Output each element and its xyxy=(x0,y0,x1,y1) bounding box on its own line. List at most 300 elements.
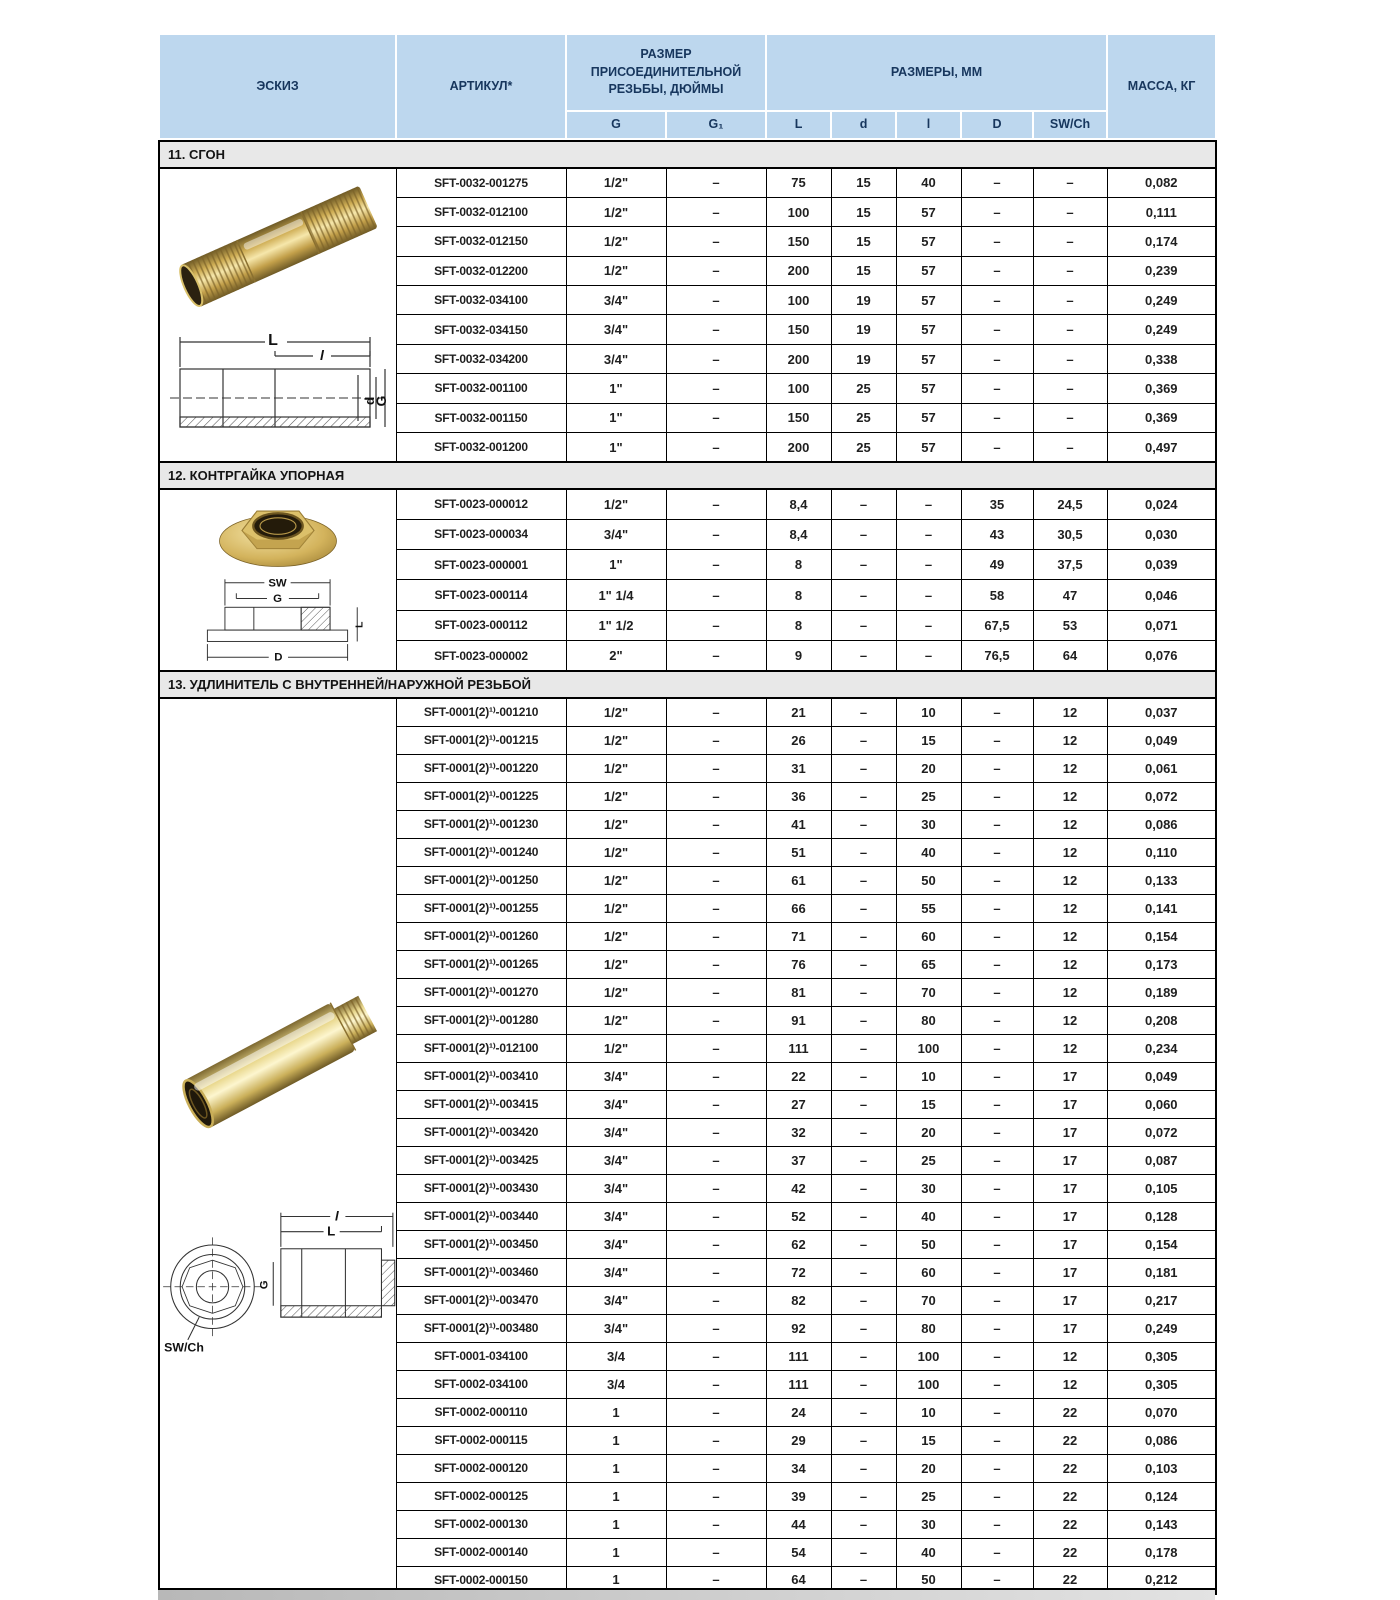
value-cell: – xyxy=(1033,315,1107,344)
value-cell: – xyxy=(666,894,766,922)
value-cell: 70 xyxy=(896,978,961,1006)
value-cell: 31 xyxy=(766,754,831,782)
article-cell: SFT-0032-001200 xyxy=(396,433,566,462)
value-cell: 0,154 xyxy=(1107,922,1216,950)
value-cell: 57 xyxy=(896,256,961,285)
article-cell: SFT-0032-034150 xyxy=(396,315,566,344)
value-cell: 12 xyxy=(1033,782,1107,810)
dim-label-thread-length: l xyxy=(320,347,325,363)
product-photo-locknut xyxy=(203,494,353,570)
article-cell: SFT-0001(2)¹⁾-003440 xyxy=(396,1202,566,1230)
value-cell: 0,141 xyxy=(1107,894,1216,922)
article-cell: SFT-0032-034100 xyxy=(396,286,566,315)
value-cell: 12 xyxy=(1033,950,1107,978)
value-cell: – xyxy=(961,344,1033,373)
value-cell: – xyxy=(666,403,766,432)
value-cell: – xyxy=(831,1342,896,1370)
col-header-D: D xyxy=(961,111,1033,139)
value-cell: 32 xyxy=(766,1118,831,1146)
value-cell: 0,076 xyxy=(1107,641,1216,671)
value-cell: 82 xyxy=(766,1286,831,1314)
value-cell: 17 xyxy=(1033,1230,1107,1258)
value-cell: 25 xyxy=(896,1482,961,1510)
value-cell: 26 xyxy=(766,726,831,754)
value-cell: 76,5 xyxy=(961,641,1033,671)
value-cell: 75 xyxy=(766,168,831,197)
value-cell: 55 xyxy=(896,894,961,922)
value-cell: – xyxy=(831,922,896,950)
article-cell: SFT-0001(2)¹⁾-001260 xyxy=(396,922,566,950)
value-cell: 71 xyxy=(766,922,831,950)
value-cell: 150 xyxy=(766,227,831,256)
value-cell: 0,111 xyxy=(1107,197,1216,226)
value-cell: 30 xyxy=(896,1174,961,1202)
article-cell: SFT-0002-000130 xyxy=(396,1510,566,1538)
value-cell: 111 xyxy=(766,1342,831,1370)
value-cell: 200 xyxy=(766,256,831,285)
article-cell: SFT-0032-012150 xyxy=(396,227,566,256)
value-cell: 42 xyxy=(766,1174,831,1202)
value-cell: – xyxy=(896,489,961,519)
article-cell: SFT-0002-000115 xyxy=(396,1426,566,1454)
col-header-l: l xyxy=(896,111,961,139)
product-photo-barrel-nipple xyxy=(167,173,389,321)
value-cell: 15 xyxy=(896,1426,961,1454)
value-cell: 41 xyxy=(766,810,831,838)
value-cell: 0,154 xyxy=(1107,1230,1216,1258)
article-cell: SFT-0001(2)¹⁾-003480 xyxy=(396,1314,566,1342)
value-cell: 22 xyxy=(1033,1398,1107,1426)
value-cell: 1 xyxy=(566,1510,666,1538)
technical-drawing-locknut xyxy=(185,574,370,666)
dim-label-height: L xyxy=(353,621,366,629)
value-cell: 40 xyxy=(896,1202,961,1230)
value-cell: 17 xyxy=(1033,1286,1107,1314)
value-cell: 3/4" xyxy=(566,1090,666,1118)
value-cell: 0,070 xyxy=(1107,1398,1216,1426)
value-cell: 8 xyxy=(766,550,831,580)
value-cell: – xyxy=(961,726,1033,754)
value-cell: – xyxy=(961,698,1033,726)
value-cell: 80 xyxy=(896,1314,961,1342)
value-cell: – xyxy=(831,1482,896,1510)
value-cell: 15 xyxy=(831,227,896,256)
value-cell: 9 xyxy=(766,641,831,671)
value-cell: – xyxy=(831,754,896,782)
value-cell: – xyxy=(831,1118,896,1146)
value-cell: 1" 1/2 xyxy=(566,610,666,640)
value-cell: 1/2" xyxy=(566,838,666,866)
value-cell: – xyxy=(666,754,766,782)
article-cell: SFT-0001(2)¹⁾-003470 xyxy=(396,1286,566,1314)
value-cell: 0,086 xyxy=(1107,1426,1216,1454)
value-cell: 17 xyxy=(1033,1174,1107,1202)
value-cell: – xyxy=(961,1230,1033,1258)
value-cell: – xyxy=(666,550,766,580)
value-cell: 20 xyxy=(896,754,961,782)
value-cell: 0,338 xyxy=(1107,344,1216,373)
value-cell: 200 xyxy=(766,344,831,373)
value-cell: – xyxy=(666,433,766,462)
value-cell: – xyxy=(961,810,1033,838)
article-cell: SFT-0001(2)¹⁾-001255 xyxy=(396,894,566,922)
value-cell: – xyxy=(831,1062,896,1090)
value-cell: – xyxy=(666,1118,766,1146)
value-cell: – xyxy=(831,1566,896,1594)
value-cell: 0,030 xyxy=(1107,519,1216,549)
value-cell: – xyxy=(961,286,1033,315)
value-cell: 58 xyxy=(961,580,1033,610)
article-cell: SFT-0002-000140 xyxy=(396,1538,566,1566)
value-cell: – xyxy=(961,433,1033,462)
value-cell: – xyxy=(666,227,766,256)
col-header-sw: SW/Ch xyxy=(1033,111,1107,139)
value-cell: 0,046 xyxy=(1107,580,1216,610)
value-cell: 0,037 xyxy=(1107,698,1216,726)
value-cell: 8 xyxy=(766,580,831,610)
value-cell: 0,234 xyxy=(1107,1034,1216,1062)
value-cell: 54 xyxy=(766,1538,831,1566)
value-cell: – xyxy=(831,866,896,894)
value-cell: 44 xyxy=(766,1510,831,1538)
value-cell: 17 xyxy=(1033,1118,1107,1146)
dim-label-thread: G xyxy=(373,395,390,407)
article-cell: SFT-0023-000001 xyxy=(396,550,566,580)
value-cell: 12 xyxy=(1033,1370,1107,1398)
table-row xyxy=(159,168,1216,197)
value-cell: 1/2" xyxy=(566,1034,666,1062)
article-cell: SFT-0001(2)¹⁾-003415 xyxy=(396,1090,566,1118)
value-cell: 47 xyxy=(1033,580,1107,610)
value-cell: – xyxy=(666,1202,766,1230)
value-cell: 40 xyxy=(896,1538,961,1566)
value-cell: – xyxy=(961,403,1033,432)
value-cell: 1 xyxy=(566,1566,666,1594)
value-cell: 0,369 xyxy=(1107,374,1216,403)
value-cell: 12 xyxy=(1033,894,1107,922)
value-cell: 17 xyxy=(1033,1090,1107,1118)
next-section-cutoff xyxy=(158,1588,1215,1600)
value-cell: 57 xyxy=(896,433,961,462)
col-header-g1: G₁ xyxy=(666,111,766,139)
technical-drawing-extension xyxy=(159,1207,396,1357)
value-cell: – xyxy=(666,1174,766,1202)
value-cell: 29 xyxy=(766,1426,831,1454)
article-cell: SFT-0001(2)¹⁾-001220 xyxy=(396,754,566,782)
value-cell: 0,061 xyxy=(1107,754,1216,782)
value-cell: – xyxy=(961,1314,1033,1342)
value-cell: 20 xyxy=(896,1454,961,1482)
dim-label-thread-length: l xyxy=(334,1208,339,1224)
value-cell: 150 xyxy=(766,315,831,344)
article-cell: SFT-0002-000110 xyxy=(396,1398,566,1426)
article-cell: SFT-0001-034100 xyxy=(396,1342,566,1370)
col-header-article: АРТИКУЛ* xyxy=(396,34,566,139)
value-cell: 57 xyxy=(896,403,961,432)
value-cell: 72 xyxy=(766,1258,831,1286)
value-cell: 12 xyxy=(1033,698,1107,726)
value-cell: 0,189 xyxy=(1107,978,1216,1006)
value-cell: 100 xyxy=(766,286,831,315)
value-cell: 22 xyxy=(1033,1426,1107,1454)
article-cell: SFT-0001(2)¹⁾-001280 xyxy=(396,1006,566,1034)
value-cell: – xyxy=(831,838,896,866)
value-cell: – xyxy=(831,894,896,922)
value-cell: 20 xyxy=(896,1118,961,1146)
value-cell: 100 xyxy=(766,374,831,403)
section-header-sgon: 11. СГОН xyxy=(159,141,1216,168)
article-cell: SFT-0002-034100 xyxy=(396,1370,566,1398)
value-cell: 0,103 xyxy=(1107,1454,1216,1482)
article-cell: SFT-0001(2)¹⁾-003460 xyxy=(396,1258,566,1286)
value-cell: 17 xyxy=(1033,1202,1107,1230)
value-cell: 0,110 xyxy=(1107,838,1216,866)
value-cell: 0,072 xyxy=(1107,782,1216,810)
value-cell: 17 xyxy=(1033,1258,1107,1286)
value-cell: 25 xyxy=(831,403,896,432)
article-cell: SFT-0001(2)¹⁾-001210 xyxy=(396,698,566,726)
value-cell: 17 xyxy=(1033,1314,1107,1342)
value-cell: 40 xyxy=(896,838,961,866)
value-cell: 50 xyxy=(896,1566,961,1594)
value-cell: – xyxy=(831,519,896,549)
value-cell: – xyxy=(961,1426,1033,1454)
value-cell: – xyxy=(666,782,766,810)
nipple-body xyxy=(175,186,377,310)
value-cell: – xyxy=(666,1510,766,1538)
value-cell: – xyxy=(896,641,961,671)
value-cell: 17 xyxy=(1033,1062,1107,1090)
article-cell: SFT-0001(2)¹⁾-001230 xyxy=(396,810,566,838)
value-cell: – xyxy=(961,1118,1033,1146)
value-cell: 3/4" xyxy=(566,344,666,373)
article-cell: SFT-0001(2)¹⁾-001225 xyxy=(396,782,566,810)
value-cell: – xyxy=(666,1230,766,1258)
dim-label-wrench: SW/Ch xyxy=(163,1340,204,1355)
value-cell: – xyxy=(666,580,766,610)
value-cell: – xyxy=(961,978,1033,1006)
value-cell: 0,060 xyxy=(1107,1090,1216,1118)
value-cell: 0,208 xyxy=(1107,1006,1216,1034)
value-cell: 17 xyxy=(1033,1146,1107,1174)
value-cell: – xyxy=(961,894,1033,922)
article-cell: SFT-0001(2)¹⁾-003410 xyxy=(396,1062,566,1090)
value-cell: 57 xyxy=(896,227,961,256)
value-cell: 1" xyxy=(566,550,666,580)
value-cell: 51 xyxy=(766,838,831,866)
technical-drawing-nipple xyxy=(165,329,390,457)
value-cell: 30 xyxy=(896,810,961,838)
value-cell: 1 xyxy=(566,1454,666,1482)
value-cell: – xyxy=(831,782,896,810)
value-cell: 0,024 xyxy=(1107,489,1216,519)
value-cell: 40 xyxy=(896,168,961,197)
value-cell: 37,5 xyxy=(1033,550,1107,580)
value-cell: – xyxy=(831,1174,896,1202)
value-cell: 12 xyxy=(1033,922,1107,950)
value-cell: 22 xyxy=(1033,1454,1107,1482)
article-cell: SFT-0001(2)¹⁾-003430 xyxy=(396,1174,566,1202)
value-cell: – xyxy=(961,1482,1033,1510)
value-cell: – xyxy=(666,344,766,373)
value-cell: – xyxy=(666,1314,766,1342)
value-cell: 0,249 xyxy=(1107,315,1216,344)
value-cell: – xyxy=(961,197,1033,226)
value-cell: 62 xyxy=(766,1230,831,1258)
value-cell: 0,217 xyxy=(1107,1286,1216,1314)
value-cell: 12 xyxy=(1033,1006,1107,1034)
value-cell: – xyxy=(831,1146,896,1174)
value-cell: 3/4" xyxy=(566,1118,666,1146)
value-cell: 3/4" xyxy=(566,315,666,344)
value-cell: 100 xyxy=(896,1342,961,1370)
value-cell: – xyxy=(961,227,1033,256)
value-cell: 52 xyxy=(766,1202,831,1230)
table-body xyxy=(158,140,1217,1595)
value-cell: – xyxy=(961,1510,1033,1538)
value-cell: – xyxy=(666,610,766,640)
value-cell: 1 xyxy=(566,1482,666,1510)
value-cell: 1/2" xyxy=(566,922,666,950)
value-cell: – xyxy=(666,726,766,754)
value-cell: 1/2" xyxy=(566,950,666,978)
article-cell: SFT-0001(2)¹⁾-003425 xyxy=(396,1146,566,1174)
value-cell: 0,369 xyxy=(1107,403,1216,432)
value-cell: 200 xyxy=(766,433,831,462)
value-cell: 35 xyxy=(961,489,1033,519)
value-cell: 19 xyxy=(831,344,896,373)
value-cell: – xyxy=(961,1454,1033,1482)
value-cell: – xyxy=(831,950,896,978)
value-cell: – xyxy=(961,782,1033,810)
value-cell: 3/4 xyxy=(566,1342,666,1370)
value-cell: 64 xyxy=(766,1566,831,1594)
value-cell: 0,181 xyxy=(1107,1258,1216,1286)
value-cell: 24,5 xyxy=(1033,489,1107,519)
col-header-L: L xyxy=(766,111,831,139)
article-cell: SFT-0001(2)¹⁾-001265 xyxy=(396,950,566,978)
value-cell: – xyxy=(831,1006,896,1034)
value-cell: 34 xyxy=(766,1454,831,1482)
value-cell: 22 xyxy=(766,1062,831,1090)
value-cell: 66 xyxy=(766,894,831,922)
table-row xyxy=(159,698,1216,726)
value-cell: – xyxy=(666,1538,766,1566)
value-cell: – xyxy=(666,1090,766,1118)
value-cell: – xyxy=(666,1286,766,1314)
value-cell: 1/2" xyxy=(566,197,666,226)
article-cell: SFT-0032-001150 xyxy=(396,403,566,432)
value-cell: – xyxy=(961,256,1033,285)
value-cell: – xyxy=(831,1034,896,1062)
value-cell: – xyxy=(961,754,1033,782)
value-cell: 57 xyxy=(896,374,961,403)
col-header-g: G xyxy=(566,111,666,139)
section-header-locknut: 12. КОНТРГАЙКА УПОРНАЯ xyxy=(159,462,1216,489)
value-cell: – xyxy=(666,197,766,226)
value-cell: 0,239 xyxy=(1107,256,1216,285)
value-cell: 70 xyxy=(896,1286,961,1314)
article-cell: SFT-0032-001275 xyxy=(396,168,566,197)
value-cell: 12 xyxy=(1033,838,1107,866)
value-cell: – xyxy=(961,1286,1033,1314)
value-cell: 0,305 xyxy=(1107,1370,1216,1398)
value-cell: 8,4 xyxy=(766,519,831,549)
value-cell: 12 xyxy=(1033,1342,1107,1370)
extension-body xyxy=(177,990,380,1132)
value-cell: 19 xyxy=(831,315,896,344)
value-cell: 30 xyxy=(896,1510,961,1538)
value-cell: – xyxy=(831,1090,896,1118)
value-cell: – xyxy=(961,1258,1033,1286)
value-cell: 10 xyxy=(896,1398,961,1426)
value-cell: – xyxy=(831,1426,896,1454)
value-cell: – xyxy=(831,1510,896,1538)
value-cell: 15 xyxy=(896,1090,961,1118)
value-cell: – xyxy=(896,550,961,580)
value-cell: – xyxy=(666,489,766,519)
value-cell: 2" xyxy=(566,641,666,671)
value-cell: 0,497 xyxy=(1107,433,1216,462)
col-header-sketch: ЭСКИЗ xyxy=(159,34,396,139)
value-cell: 100 xyxy=(896,1370,961,1398)
value-cell: 0,071 xyxy=(1107,610,1216,640)
value-cell: 0,212 xyxy=(1107,1566,1216,1594)
article-cell: SFT-0032-012100 xyxy=(396,197,566,226)
article-cell: SFT-0023-000012 xyxy=(396,489,566,519)
value-cell: – xyxy=(666,1370,766,1398)
value-cell: – xyxy=(666,1062,766,1090)
article-cell: SFT-0001(2)¹⁾-012100 xyxy=(396,1034,566,1062)
value-cell: – xyxy=(666,1006,766,1034)
value-cell: 12 xyxy=(1033,1034,1107,1062)
value-cell: – xyxy=(831,698,896,726)
dim-label-flange: D xyxy=(274,651,283,664)
value-cell: – xyxy=(831,1258,896,1286)
value-cell: 36 xyxy=(766,782,831,810)
value-cell: – xyxy=(666,978,766,1006)
value-cell: 3/4" xyxy=(566,1314,666,1342)
value-cell: – xyxy=(1033,168,1107,197)
value-cell: 111 xyxy=(766,1370,831,1398)
article-cell: SFT-0023-000002 xyxy=(396,641,566,671)
section-header-extension: 13. УДЛИНИТЕЛЬ С ВНУТРЕННЕЙ/НАРУЖНОЙ РЕЗЬБОЙ xyxy=(159,671,1216,698)
value-cell: 8 xyxy=(766,610,831,640)
article-cell: SFT-0001(2)¹⁾-001215 xyxy=(396,726,566,754)
value-cell: – xyxy=(961,1174,1033,1202)
value-cell: 81 xyxy=(766,978,831,1006)
value-cell: 1" xyxy=(566,433,666,462)
value-cell: – xyxy=(961,1006,1033,1034)
value-cell: – xyxy=(961,1034,1033,1062)
dim-label-length: L xyxy=(326,1223,335,1239)
value-cell: 3/4" xyxy=(566,1146,666,1174)
value-cell: – xyxy=(831,1370,896,1398)
value-cell: 1/2" xyxy=(566,894,666,922)
value-cell: 3/4" xyxy=(566,1202,666,1230)
sketch-cell-locknut xyxy=(159,489,396,671)
article-cell: SFT-0032-012200 xyxy=(396,256,566,285)
value-cell: 91 xyxy=(766,1006,831,1034)
value-cell: 1/2" xyxy=(566,256,666,285)
value-cell: 0,124 xyxy=(1107,1482,1216,1510)
value-cell: 53 xyxy=(1033,610,1107,640)
value-cell: 0,128 xyxy=(1107,1202,1216,1230)
value-cell: – xyxy=(831,1538,896,1566)
value-cell: 64 xyxy=(1033,641,1107,671)
value-cell: 76 xyxy=(766,950,831,978)
value-cell: – xyxy=(961,1566,1033,1594)
